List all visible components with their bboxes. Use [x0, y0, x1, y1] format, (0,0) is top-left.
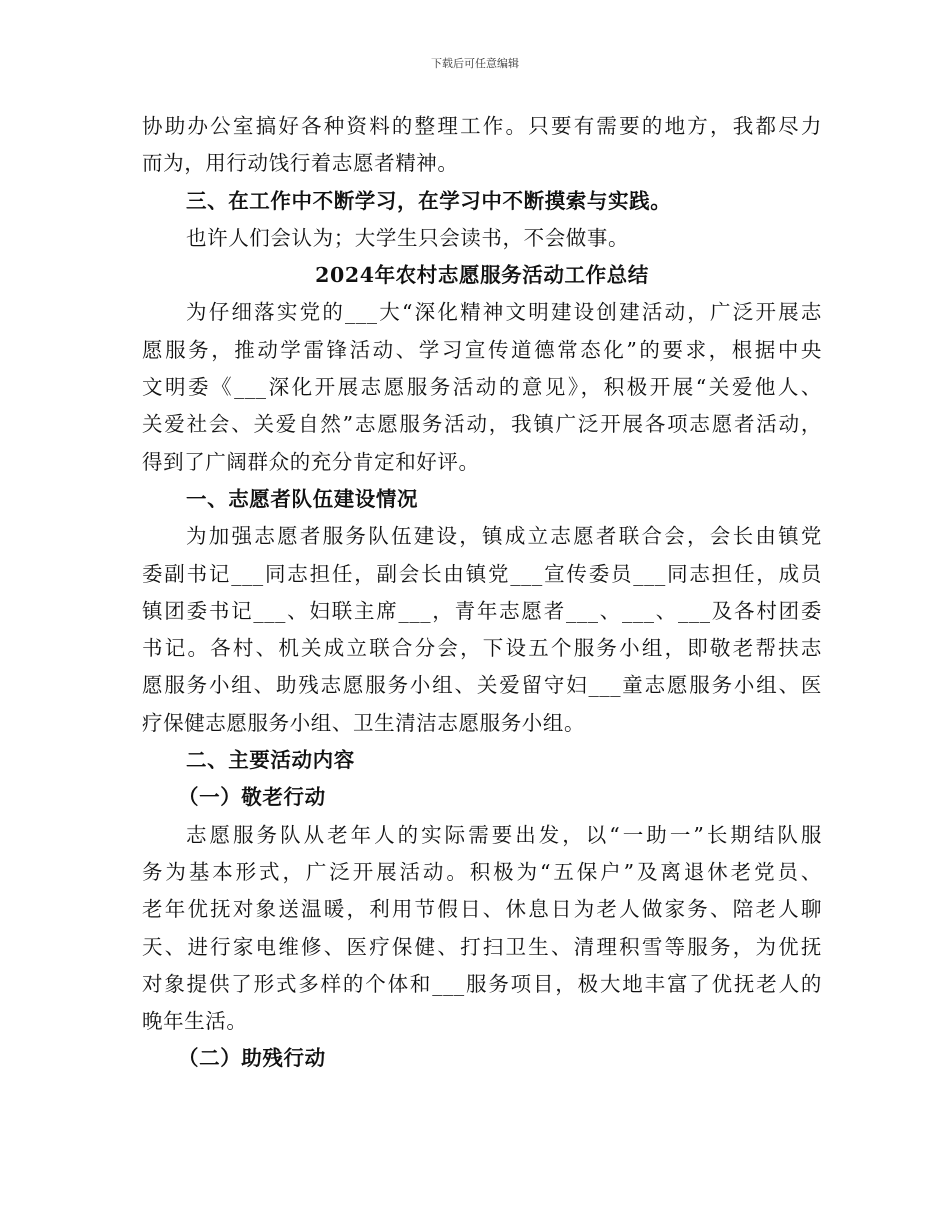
text-line: 为加强志愿者服务队伍建设，镇成立志愿者联合会，会长由镇党 [186, 524, 822, 549]
text-line: 关爱社会、关爱自然”志愿服务活动，我镇广泛开展各项志愿者活动， [142, 412, 822, 437]
text-line: 文明委《___深化开展志愿服务活动的意见》，积极开展“关爱他人、 [142, 375, 822, 400]
text-line: 而为，用行动饯行着志愿者精神。 [142, 151, 459, 176]
text-line: 务为基本形式，广泛开展活动。积极为“五保户”及离退休老党员、 [142, 859, 822, 884]
text-line: 对象提供了形式多样的个体和___服务项目，极大地丰富了优抚老人的 [142, 971, 822, 996]
text-line: 天、进行家电维修、医疗保健、打扫卫生、清理积雪等服务，为优抚 [142, 934, 822, 959]
text-line: 委副书记___同志担任，副会长由镇党___宣传委员___同志担任，成员 [142, 561, 822, 586]
text-line: 得到了广阔群众的充分肯定和好评。 [142, 449, 480, 474]
text-line: 愿服务小组、助残志愿服务小组、关爱留守妇___童志愿服务小组、医 [142, 673, 822, 698]
text-line: 镇团委书记___、妇联主席___，青年志愿者___、___、___及各村团委 [142, 598, 822, 623]
text-line: 协助办公室搞好各种资料的整理工作。只要有需要的地方，我都尽力 [142, 114, 822, 138]
section-heading: 一、志愿者队伍建设情况 [186, 486, 419, 511]
section-heading: 三、在工作中不断学习，在学习中不断摸索与实践。 [186, 188, 672, 213]
text-line: 老年优抚对象送温暖，利用节假日、休息日为老人做家务、陪老人聊 [142, 897, 822, 922]
section-heading: （二）助残行动 [178, 1046, 326, 1071]
text-line: 也许人们会认为；大学生只会读书，不会做事。 [186, 225, 630, 250]
text-line: 晚年生活。 [142, 1009, 248, 1034]
document-title: 2024年农村志愿服务活动工作总结 [315, 263, 649, 288]
text-line: 疗保健志愿服务小组、卫生清洁志愿服务小组。 [142, 710, 586, 735]
text-line: 书记。各村、机关成立联合分会，下设五个服务小组，即敬老帮扶志 [142, 636, 822, 661]
section-heading: 二、主要活动内容 [186, 748, 355, 773]
text-line: 为仔细落实党的___大“深化精神文明建设创建活动，广泛开展志 [186, 300, 822, 325]
section-heading: （一）敬老行动 [178, 785, 326, 810]
document-body [142, 108, 822, 1078]
text-line: 愿服务，推动学雷锋活动、学习宣传道德常态化”的要求，根据中央 [142, 337, 822, 362]
text-line: 志愿服务队从老年人的实际需要出发，以“一助一”长期结队服 [186, 822, 822, 847]
page-header: 下载后可任意编辑 [431, 57, 519, 70]
